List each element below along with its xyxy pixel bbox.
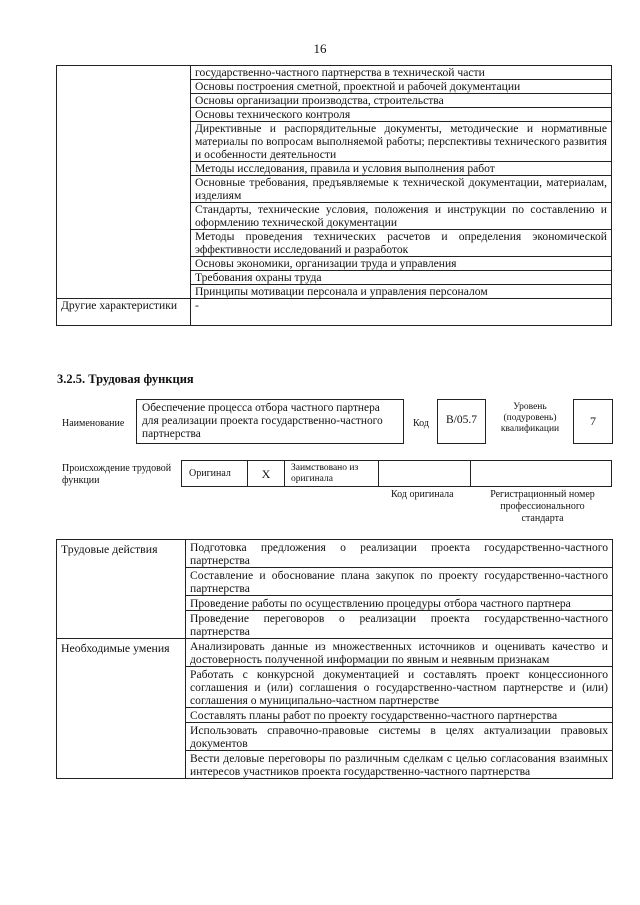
knowledge-item: Основы организации производства, строительства: [191, 94, 612, 108]
page-number: 16: [313, 41, 327, 56]
knowledge-item: Основы технического контроля: [191, 108, 612, 122]
labor-action-item: Проведение работы по осуществлению процедуры отбора частного партнера: [186, 596, 613, 611]
skill-item: Анализировать данные из множественных источников и оценивать качество и достоверность полученной информации по явным и неявным признакам: [186, 639, 613, 667]
borrowed-label: Заимствовано из оригинала: [291, 463, 359, 484]
section-title: 3.2.5. Трудовая функция: [57, 372, 194, 386]
origin-label: Происхождение трудовой функции: [62, 463, 172, 486]
other-characteristics-label: Другие характеристики: [57, 299, 191, 326]
labor-action-item: Составление и обоснование плана закупок по проекту государственно-частного партнерства: [186, 568, 613, 596]
labor-action-item: Подготовка предложения о реализации проекта государственно-частного партнерства: [186, 540, 613, 568]
reg-number-label: Регистрационный номер профессионального стандарта: [490, 489, 595, 524]
knowledge-item: государственно-частного партнерства в технической части: [191, 66, 612, 80]
knowledge-item: Основы экономики, организации труда и управления: [191, 257, 612, 271]
level-value: 7: [573, 399, 613, 444]
table-row: [57, 66, 612, 80]
level-label: Уровень (подуровень) квалификации: [500, 402, 560, 434]
original-label: Оригинал: [189, 468, 231, 479]
table-row: [57, 540, 613, 568]
labor-function-table: [56, 539, 613, 779]
other-characteristics-value: -: [191, 299, 612, 326]
code-label: Код: [413, 418, 429, 429]
required-skills-label: Необходимые умения: [57, 639, 186, 779]
original-code-label: Код оригинала: [391, 489, 454, 500]
function-code: B/05.7: [437, 399, 486, 444]
knowledge-item: Директивные и распорядительные документы, методические и нормативные материалы по вопросам выполняемой работы; перспективы технического развития и особенности деятельности: [191, 122, 612, 162]
knowledge-item: Принципы мотивации персонала и управления персоналом: [191, 285, 612, 299]
knowledge-item: Стандарты, технические условия, положения и инструкции по составлению и оформлению технической документации: [191, 203, 612, 230]
skill-item: Работать с конкурсной документацией и составлять проект концессионного соглашения и (или) соглашения о государственно-частном партнерстве и (или) соглашения о муниципально-частном партнерстве: [186, 667, 613, 708]
function-name: Обеспечение процесса отбора частного партнера для реализации проекта государственно-частного партнерства: [136, 399, 404, 444]
knowledge-item: Методы исследования, правила и условия выполнения работ: [191, 162, 612, 176]
table-row: [57, 639, 613, 667]
labor-actions-label: Трудовые действия: [57, 540, 186, 639]
original-mark: X: [247, 460, 285, 487]
knowledge-item: Основные требования, предъявляемые к технической документации, материалам, изделиям: [191, 176, 612, 203]
knowledge-label-cell: [57, 66, 191, 299]
knowledge-item: Основы построения сметной, проектной и рабочей документации: [191, 80, 612, 94]
labor-action-item: Проведение переговоров о реализации проекта государственно-частного партнерства: [186, 611, 613, 639]
table-row: [57, 299, 612, 326]
skill-item: Составлять планы работ по проекту государственно-частного партнерства: [186, 708, 613, 723]
skill-item: Использовать справочно-правовые системы в целях актуализации правовых документов: [186, 723, 613, 751]
name-label: Наименование: [62, 418, 125, 429]
skill-item: Вести деловые переговоры по различным сделкам с целью согласования взаимных интересов участников проекта государственно-частного партнерства: [186, 751, 613, 779]
original-code-cell: [378, 460, 471, 487]
knowledge-item: Методы проведения технических расчетов и определения экономической эффективности исследований и разработок: [191, 230, 612, 257]
knowledge-item: Требования охраны труда: [191, 271, 612, 285]
knowledge-table: [56, 65, 612, 326]
